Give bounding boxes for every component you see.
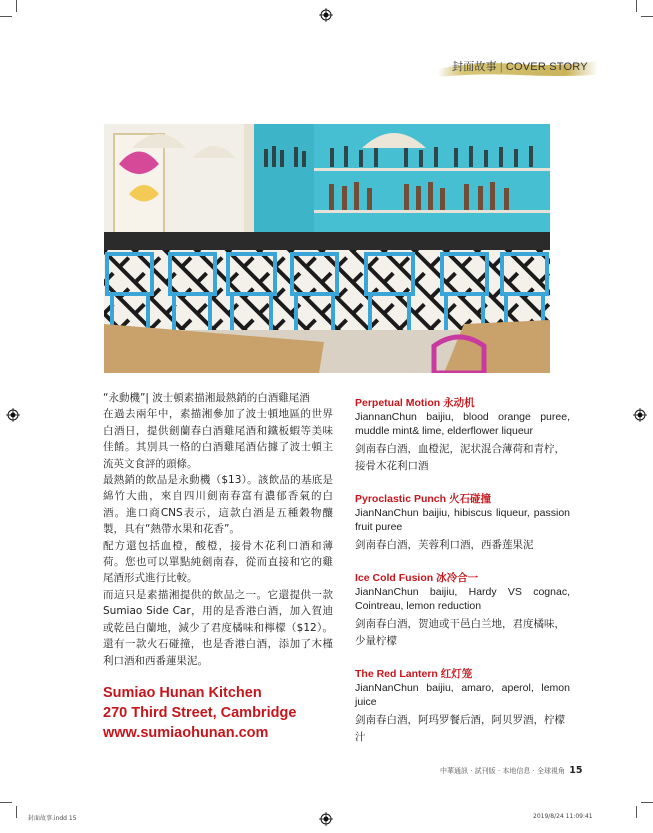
registration-mark-icon <box>6 408 20 422</box>
article-paragraph: 在過去兩年中，素描湘參加了波士頓地區的世界白酒日，提供劍蘭春白酒雞尾酒和鐵板蝦等美味佳餚。其別具一格的白酒雞尾酒佔據了波士頓主流英文食評的頭條。 <box>103 408 333 470</box>
registration-mark-icon <box>319 8 333 22</box>
publication-name: 中華通訊 · 試刊版 · 本地信息 · 全球視角 <box>440 767 566 775</box>
article-paragraph: “永動機”| 波士頓素描湘最熱銷的白酒雞尾酒 <box>103 392 310 404</box>
crop-mark <box>636 806 637 818</box>
crop-mark <box>16 0 17 12</box>
drink-item <box>355 667 570 746</box>
drink-title: Ice Cold Fusion 冰冷合一 <box>355 572 479 584</box>
drink-ingredients-zh: 剑南春白酒，贺迪或干邑白兰地，君度橘味，少量柠檬 <box>355 618 565 647</box>
crop-mark <box>16 806 17 818</box>
street-address: 270 Third Street, Cambridge <box>103 705 297 721</box>
drink-title: Pyroclastic Punch 火石碰撞 <box>355 493 491 505</box>
page-footer <box>440 765 583 776</box>
section-separator: | <box>499 61 503 73</box>
website-link[interactable]: www.sumiaohunan.com <box>103 725 269 741</box>
registration-mark-icon <box>633 408 647 422</box>
section-label-en: COVER STORY <box>505 61 588 73</box>
drink-ingredients-zh: 剑南春白酒，芙蓉利口酒，西番莲果泥 <box>355 539 534 551</box>
drink-ingredients-en: JianNanChun baijiu, amaro, aperol, lemon juice <box>355 682 570 708</box>
file-slug: 封面故事.indd 15 <box>28 815 77 822</box>
article-body <box>103 390 333 669</box>
crop-mark <box>636 0 637 12</box>
drink-ingredients-en: JianNanChun baijiu, Hardy VS cognac, Cointreau, lemon reduction <box>355 586 570 612</box>
drink-ingredients-zh: 剑南春白酒，阿玛罗餐后酒，阿贝罗酒，柠檬汁 <box>355 714 565 743</box>
restaurant-address <box>103 683 296 743</box>
page-number: 15 <box>569 765 583 776</box>
article-paragraph: 最熱銷的飲品是永動機（$13）。該飲品的基底是綿竹大曲，來自四川劍南春富有濃郁香氣的白酒。進口商CNS表示，這款白酒是五種穀物釀製，具有“熱帶水果和花香”。 <box>103 474 333 536</box>
crop-mark <box>641 802 653 803</box>
restaurant-name: Sumiao Hunan Kitchen <box>103 685 262 701</box>
crop-mark <box>641 16 653 17</box>
crop-mark <box>0 802 12 803</box>
registration-mark-icon <box>319 812 333 826</box>
drink-item <box>355 396 570 475</box>
drink-ingredients-zh: 剑南春白酒，血橙泥，泥状混合薄荷和青柠，接骨木花利口酒 <box>355 443 565 472</box>
drinks-menu <box>355 396 570 763</box>
drink-ingredients-en: JianNanChun baijiu, hibiscus liqueur, passion fruit puree <box>355 507 570 533</box>
section-label-zh: 封面故事 <box>452 61 497 73</box>
drink-title: Perpetual Motion 永动机 <box>355 397 475 409</box>
drink-title: The Red Lantern 红灯笼 <box>355 668 473 680</box>
drink-item <box>355 571 570 650</box>
article-paragraph: 配方還包括血橙，酸橙，接骨木花利口酒和薄荷。您也可以單點純劍南春，從而直接和它的雞尾酒形式進行比較。 <box>103 539 333 585</box>
article-paragraph: 而這只是素描湘提供的飲品之一。它還提供一款Sumiao Side Car，用的是香港白酒，加入賀迪或乾邑白蘭地，減少了君度橘味和檸檬（$12）。還有一款火石碰撞，也是香港白酒，添加了木槿利口酒和西番蓮果泥。 <box>103 588 333 667</box>
drink-item <box>355 492 570 554</box>
bar-interior-photo <box>104 124 550 373</box>
timestamp-slug: 2019/8/24 11:09:41 <box>533 813 593 820</box>
crop-mark <box>0 16 12 17</box>
section-header <box>452 58 588 74</box>
drink-ingredients-en: JiannanChun baijiu, blood orange puree, muddle mint& lime, elderflower liqueur <box>355 411 570 437</box>
